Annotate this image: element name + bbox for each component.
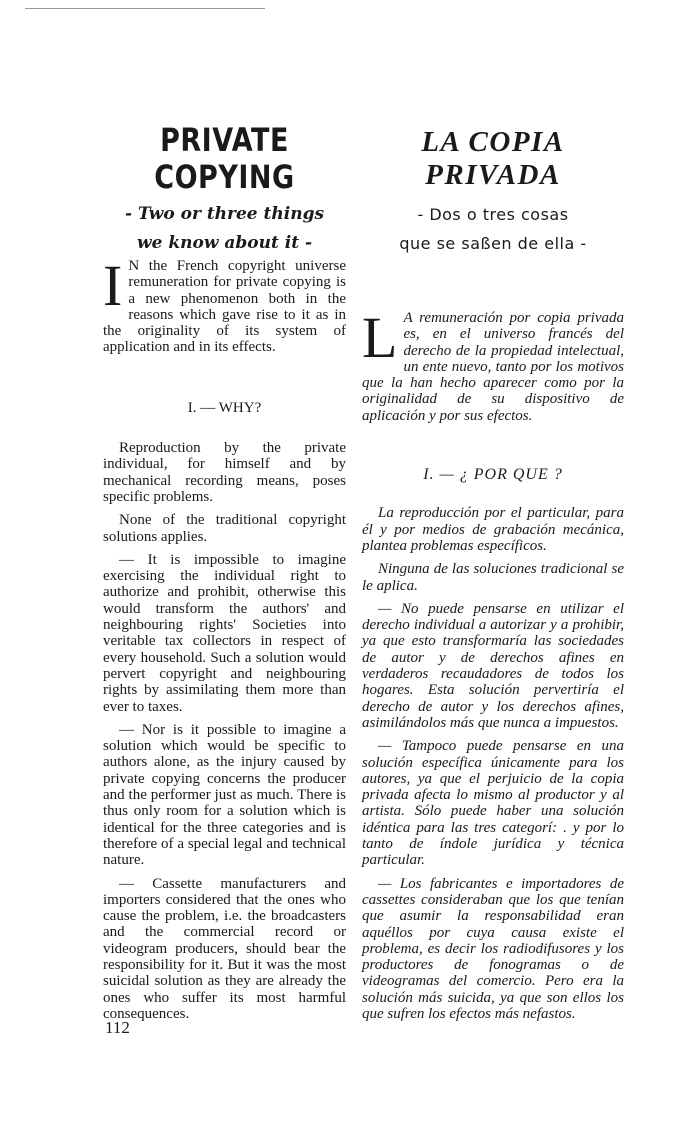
english-section-heading: I. — WHY?	[187, 399, 262, 416]
english-body	[103, 253, 346, 1022]
spanish-subtitle-line-2: que se saßen de ella -	[399, 234, 587, 253]
page-number: 112	[105, 1018, 130, 1037]
english-paragraph: — Cassette manufacturers and importers considered that the ones who cause the problem, i.e. the broadcasters and the commercial record or videogram producers, should bear the responsibility for it. But it was the most suicidal solution as they are already the ones who suffer its most harmful consequences.	[103, 875, 346, 1022]
spanish-paragraph: — Los fabricantes e importadores de cassettes consideraban que los que tenían que asumir la responsabilidad eran aquéllos por cuya causa existe el problema, es decir los radiodifusores y los productores de fonogramas o de videogramas del comercio. Pero era la solución más suicida, ya que son ellos los que sufren los efectos más nefastos.	[362, 875, 624, 1022]
spanish-title: LA COPIA PRIVADA	[421, 126, 565, 191]
english-paragraph: — Nor is it possible to imagine a solution which would be specific to authors alone, as the injury caused by private copying concerns the producer and the performer just as much. There is thus only room for a solution which is identical for the three categories and is therefore of a special legal and technical nature.	[103, 721, 346, 869]
spanish-dropcap: L	[362, 305, 398, 370]
spanish-column	[362, 120, 624, 1029]
english-column	[103, 120, 346, 1029]
spanish-paragraph: La reproducción por el particular, para él y por medios de grabación mecánica, plantea problemas específicos.	[362, 505, 624, 554]
english-intro-text: N the French copyright universe remuneration for private copying is a new phenomenon both in the reasons which gave rise to it as in the originality of its system of application and in its effects.	[103, 258, 346, 356]
top-rule	[25, 8, 265, 9]
english-paragraph: Reproduction by the private individual, for himself and by mechanical recording means, poses specific problems.	[103, 440, 346, 505]
spanish-intro	[362, 305, 624, 424]
spanish-subtitle	[362, 200, 624, 258]
english-intro	[103, 253, 346, 356]
spanish-paragraph: Ninguna de las soluciones tradicional se le aplica.	[362, 561, 624, 594]
english-subtitle	[103, 200, 346, 258]
english-subtitle-line-2: we know about it -	[136, 233, 313, 253]
spanish-section-heading: I. — ¿ POR QUE ?	[423, 466, 563, 484]
spanish-paragraph: — No puede pensarse en utilizar el derecho individual a autorizar y a prohibir, ya que esto transformaría las sociedades de autor y de derechos afines en verdaderos recaudadores de todos los hogares. Esta solución pervertiría el derecho de autor y los derechos afines, asimilándolos más que nunca a impuestos.	[362, 600, 624, 731]
english-paragraph: — It is impossible to imagine exercising the individual right to authorize and prohibit, otherwise this would transform the authors' and neighbouring rights' Societies into veritable tax collectors in respect of every household. Such a solution would pervert copyright and neighbouring rights by assimilating them more than ever to taxes.	[103, 551, 346, 715]
english-title: PRIVATE COPYING	[154, 122, 295, 197]
english-paragraph: None of the traditional copyright solutions applies.	[103, 512, 346, 545]
spanish-subtitle-line-1: - Dos o tres cosas	[417, 205, 569, 224]
spanish-intro-text: A remuneración por copia privada es, en el universo francés del derecho de la propiedad intelectual, un ente nuevo, tanto por los motivos que la han hecho aparecer como por la originalidad de su dispositivo de aplicación y por sus efectos.	[362, 310, 624, 424]
english-dropcap: I	[103, 253, 123, 318]
spanish-body	[362, 305, 624, 1022]
spanish-paragraph: — Tampoco puede pensarse en una solución específica únicamente para los autores, ya que el perjuicio de la copia privada afecta lo mismo al productor y al artista. Sólo puede haber una solución idéntica para las tres categorí: . y por lo tanto de índole jurídica y técnica particular.	[362, 738, 624, 869]
english-subtitle-line-1: - Two or three things	[124, 204, 325, 224]
